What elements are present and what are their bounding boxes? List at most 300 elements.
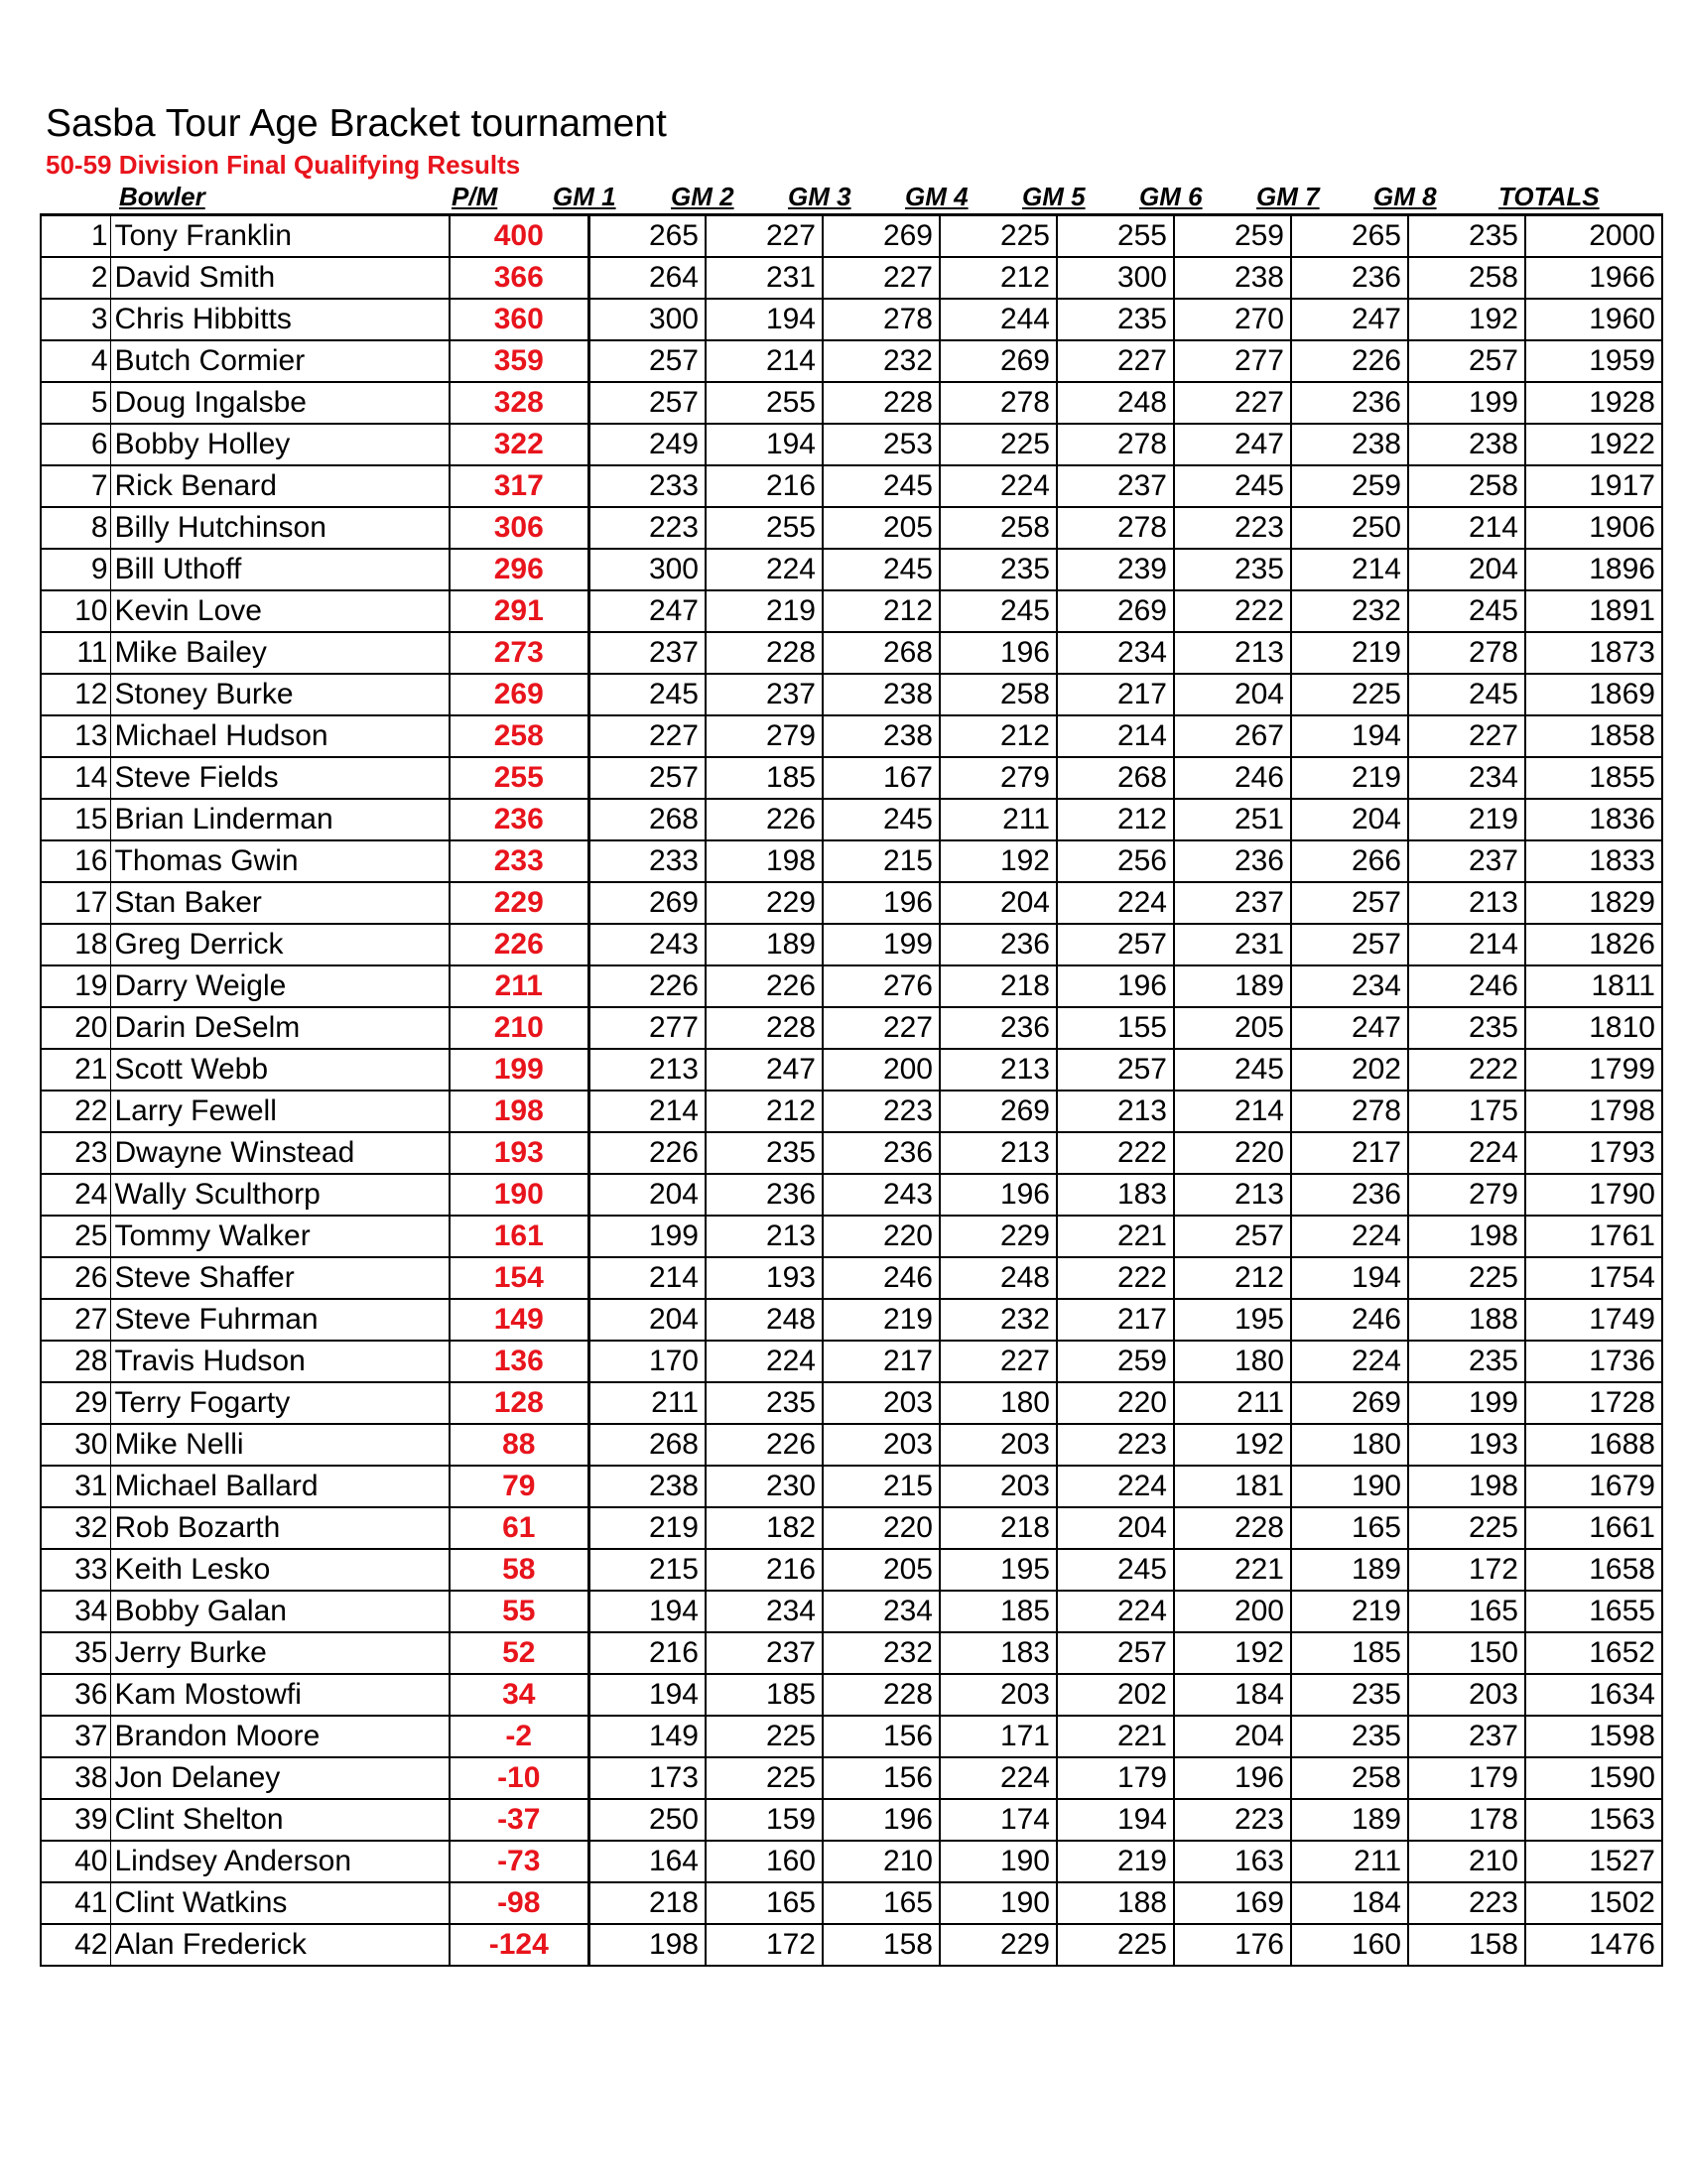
cell-bowler: David Smith <box>110 257 450 299</box>
cell-pm: 136 <box>450 1341 588 1382</box>
cell-gm7: 236 <box>1291 1174 1408 1216</box>
cell-gm3: 212 <box>823 590 940 632</box>
cell-gm2: 225 <box>706 1716 823 1757</box>
cell-gm3: 165 <box>823 1882 940 1924</box>
cell-gm8: 198 <box>1408 1466 1525 1507</box>
cell-gm5: 217 <box>1057 1299 1174 1341</box>
cell-gm5: 259 <box>1057 1341 1174 1382</box>
cell-gm6: 211 <box>1174 1382 1291 1424</box>
cell-gm2: 236 <box>706 1174 823 1216</box>
cell-bowler: Darry Weigle <box>110 965 450 1007</box>
cell-gm6: 245 <box>1174 1049 1291 1091</box>
cell-gm7: 257 <box>1291 924 1408 965</box>
cell-total: 1790 <box>1525 1174 1662 1216</box>
cell-total: 1896 <box>1525 549 1662 590</box>
cell-gm1: 265 <box>588 215 706 258</box>
cell-gm5: 248 <box>1057 382 1174 424</box>
cell-gm3: 278 <box>823 299 940 340</box>
cell-gm8: 158 <box>1408 1924 1525 1966</box>
cell-gm6: 259 <box>1174 215 1291 258</box>
cell-pm: 161 <box>450 1216 588 1257</box>
cell-gm3: 158 <box>823 1924 940 1966</box>
cell-gm8: 278 <box>1408 632 1525 674</box>
cell-pm: 258 <box>450 715 588 757</box>
cell-total: 1891 <box>1525 590 1662 632</box>
cell-gm4: 212 <box>940 257 1057 299</box>
cell-gm5: 225 <box>1057 1924 1174 1966</box>
cell-gm5: 235 <box>1057 299 1174 340</box>
cell-gm7: 235 <box>1291 1674 1408 1716</box>
cell-gm3: 220 <box>823 1507 940 1549</box>
cell-rank: 25 <box>41 1216 110 1257</box>
cell-gm1: 194 <box>588 1674 706 1716</box>
cell-gm6: 277 <box>1174 340 1291 382</box>
cell-gm6: 238 <box>1174 257 1291 299</box>
cell-gm2: 237 <box>706 1632 823 1674</box>
cell-gm6: 214 <box>1174 1091 1291 1132</box>
table-row <box>41 215 1662 258</box>
cell-total: 1590 <box>1525 1757 1662 1799</box>
cell-gm3: 236 <box>823 1132 940 1174</box>
cell-pm: 291 <box>450 590 588 632</box>
cell-pm: 366 <box>450 257 588 299</box>
cell-gm4: 227 <box>940 1341 1057 1382</box>
cell-gm6: 204 <box>1174 1716 1291 1757</box>
cell-bowler: Jon Delaney <box>110 1757 450 1799</box>
cell-gm2: 193 <box>706 1257 823 1299</box>
cell-gm4: 185 <box>940 1591 1057 1632</box>
cell-gm1: 268 <box>588 1424 706 1466</box>
cell-pm: 306 <box>450 507 588 549</box>
cell-total: 1527 <box>1525 1841 1662 1882</box>
cell-gm2: 216 <box>706 465 823 507</box>
cell-gm1: 215 <box>588 1549 706 1591</box>
table-row <box>41 549 1662 590</box>
cell-bowler: Alan Frederick <box>110 1924 450 1966</box>
cell-gm1: 257 <box>588 340 706 382</box>
cell-gm7: 224 <box>1291 1341 1408 1382</box>
cell-gm4: 278 <box>940 382 1057 424</box>
cell-bowler: Bill Uthoff <box>110 549 450 590</box>
cell-gm5: 278 <box>1057 424 1174 465</box>
cell-gm2: 227 <box>706 215 823 258</box>
cell-total: 1928 <box>1525 382 1662 424</box>
cell-gm7: 217 <box>1291 1132 1408 1174</box>
cell-gm6: 251 <box>1174 799 1291 840</box>
table-row <box>41 1299 1662 1341</box>
cell-bowler: Mike Nelli <box>110 1424 450 1466</box>
cell-gm8: 199 <box>1408 1382 1525 1424</box>
table-row <box>41 965 1662 1007</box>
cell-gm4: 269 <box>940 340 1057 382</box>
cell-gm6: 267 <box>1174 715 1291 757</box>
cell-gm2: 226 <box>706 1424 823 1466</box>
cell-gm4: 248 <box>940 1257 1057 1299</box>
cell-rank: 12 <box>41 674 110 715</box>
cell-total: 1476 <box>1525 1924 1662 1966</box>
table-row <box>41 424 1662 465</box>
cell-gm3: 205 <box>823 1549 940 1591</box>
cell-gm2: 159 <box>706 1799 823 1841</box>
cell-gm3: 232 <box>823 340 940 382</box>
cell-gm4: 195 <box>940 1549 1057 1591</box>
cell-gm3: 245 <box>823 549 940 590</box>
cell-pm: 190 <box>450 1174 588 1216</box>
cell-gm2: 255 <box>706 507 823 549</box>
cell-gm8: 214 <box>1408 507 1525 549</box>
cell-total: 1906 <box>1525 507 1662 549</box>
cell-rank: 38 <box>41 1757 110 1799</box>
cell-gm3: 223 <box>823 1091 940 1132</box>
cell-gm7: 246 <box>1291 1299 1408 1341</box>
cell-gm4: 174 <box>940 1799 1057 1841</box>
table-row <box>41 507 1662 549</box>
cell-gm2: 194 <box>706 424 823 465</box>
cell-gm7: 238 <box>1291 424 1408 465</box>
cell-total: 1966 <box>1525 257 1662 299</box>
cell-gm8: 235 <box>1408 1341 1525 1382</box>
cell-gm6: 220 <box>1174 1132 1291 1174</box>
cell-gm6: 213 <box>1174 1174 1291 1216</box>
cell-gm2: 189 <box>706 924 823 965</box>
cell-pm: 154 <box>450 1257 588 1299</box>
cell-gm4: 196 <box>940 1174 1057 1216</box>
cell-gm1: 245 <box>588 674 706 715</box>
cell-gm2: 279 <box>706 715 823 757</box>
header-gm1: GM 1 <box>553 182 616 211</box>
cell-rank: 4 <box>41 340 110 382</box>
table-row <box>41 1799 1662 1841</box>
cell-total: 1688 <box>1525 1424 1662 1466</box>
cell-bowler: Steve Shaffer <box>110 1257 450 1299</box>
cell-gm1: 238 <box>588 1466 706 1507</box>
cell-gm1: 214 <box>588 1091 706 1132</box>
cell-gm1: 214 <box>588 1257 706 1299</box>
header-gm7: GM 7 <box>1256 182 1320 211</box>
cell-gm8: 227 <box>1408 715 1525 757</box>
cell-gm7: 204 <box>1291 799 1408 840</box>
table-row <box>41 799 1662 840</box>
cell-total: 1799 <box>1525 1049 1662 1091</box>
cell-gm2: 247 <box>706 1049 823 1091</box>
cell-gm7: 266 <box>1291 840 1408 882</box>
cell-rank: 31 <box>41 1466 110 1507</box>
cell-gm7: 189 <box>1291 1799 1408 1841</box>
cell-gm8: 198 <box>1408 1216 1525 1257</box>
cell-gm5: 183 <box>1057 1174 1174 1216</box>
cell-bowler: Kevin Love <box>110 590 450 632</box>
cell-gm5: 257 <box>1057 1632 1174 1674</box>
cell-gm7: 180 <box>1291 1424 1408 1466</box>
cell-gm4: 258 <box>940 507 1057 549</box>
cell-gm4: 203 <box>940 1424 1057 1466</box>
table-row <box>41 1216 1662 1257</box>
cell-gm7: 202 <box>1291 1049 1408 1091</box>
cell-gm7: 236 <box>1291 382 1408 424</box>
cell-pm: 149 <box>450 1299 588 1341</box>
table-row <box>41 1007 1662 1049</box>
cell-pm: 58 <box>450 1549 588 1591</box>
cell-gm8: 225 <box>1408 1257 1525 1299</box>
cell-gm6: 223 <box>1174 1799 1291 1841</box>
cell-bowler: Tony Franklin <box>110 215 450 258</box>
cell-gm1: 199 <box>588 1216 706 1257</box>
results-body <box>41 215 1662 1967</box>
cell-gm8: 245 <box>1408 590 1525 632</box>
cell-bowler: Lindsey Anderson <box>110 1841 450 1882</box>
cell-gm4: 213 <box>940 1049 1057 1091</box>
cell-gm2: 248 <box>706 1299 823 1341</box>
cell-gm4: 225 <box>940 424 1057 465</box>
document-title: Sasba Tour Age Bracket tournament <box>46 102 667 145</box>
cell-gm6: 181 <box>1174 1466 1291 1507</box>
cell-gm8: 245 <box>1408 674 1525 715</box>
cell-rank: 26 <box>41 1257 110 1299</box>
cell-gm5: 188 <box>1057 1882 1174 1924</box>
cell-rank: 15 <box>41 799 110 840</box>
cell-gm3: 215 <box>823 1466 940 1507</box>
cell-bowler: Steve Fields <box>110 757 450 799</box>
cell-gm3: 220 <box>823 1216 940 1257</box>
cell-rank: 16 <box>41 840 110 882</box>
cell-gm2: 228 <box>706 632 823 674</box>
table-row <box>41 590 1662 632</box>
cell-gm2: 225 <box>706 1757 823 1799</box>
cell-gm2: 237 <box>706 674 823 715</box>
cell-gm4: 229 <box>940 1216 1057 1257</box>
cell-gm4: 224 <box>940 1757 1057 1799</box>
header-totals: TOTALS <box>1498 182 1600 211</box>
cell-gm7: 265 <box>1291 215 1408 258</box>
cell-rank: 34 <box>41 1591 110 1632</box>
cell-bowler: Brandon Moore <box>110 1716 450 1757</box>
cell-gm1: 219 <box>588 1507 706 1549</box>
cell-gm4: 218 <box>940 965 1057 1007</box>
cell-gm3: 227 <box>823 257 940 299</box>
cell-rank: 3 <box>41 299 110 340</box>
cell-gm4: 218 <box>940 1507 1057 1549</box>
cell-total: 1858 <box>1525 715 1662 757</box>
cell-bowler: Keith Lesko <box>110 1549 450 1591</box>
cell-total: 1959 <box>1525 340 1662 382</box>
table-row <box>41 299 1662 340</box>
cell-gm3: 215 <box>823 840 940 882</box>
cell-total: 1869 <box>1525 674 1662 715</box>
cell-bowler: Thomas Gwin <box>110 840 450 882</box>
cell-total: 1749 <box>1525 1299 1662 1341</box>
cell-gm3: 276 <box>823 965 940 1007</box>
cell-gm5: 239 <box>1057 549 1174 590</box>
cell-gm6: 270 <box>1174 299 1291 340</box>
cell-pm: 360 <box>450 299 588 340</box>
cell-gm7: 165 <box>1291 1507 1408 1549</box>
cell-gm4: 213 <box>940 1132 1057 1174</box>
table-row <box>41 257 1662 299</box>
cell-bowler: Kam Mostowfi <box>110 1674 450 1716</box>
cell-rank: 13 <box>41 715 110 757</box>
cell-gm1: 227 <box>588 715 706 757</box>
cell-total: 1728 <box>1525 1382 1662 1424</box>
cell-gm1: 237 <box>588 632 706 674</box>
cell-rank: 5 <box>41 382 110 424</box>
cell-gm2: 234 <box>706 1591 823 1632</box>
cell-gm2: 172 <box>706 1924 823 1966</box>
cell-gm5: 278 <box>1057 507 1174 549</box>
cell-gm6: 236 <box>1174 840 1291 882</box>
table-row <box>41 924 1662 965</box>
table-row <box>41 382 1662 424</box>
cell-bowler: Chris Hibbitts <box>110 299 450 340</box>
cell-total: 1736 <box>1525 1341 1662 1382</box>
cell-rank: 14 <box>41 757 110 799</box>
cell-gm3: 245 <box>823 799 940 840</box>
cell-bowler: Terry Fogarty <box>110 1382 450 1424</box>
cell-gm8: 179 <box>1408 1757 1525 1799</box>
cell-gm5: 255 <box>1057 215 1174 258</box>
table-row <box>41 1591 1662 1632</box>
cell-gm6: 228 <box>1174 1507 1291 1549</box>
cell-gm5: 227 <box>1057 340 1174 382</box>
cell-gm6: 246 <box>1174 757 1291 799</box>
cell-total: 1917 <box>1525 465 1662 507</box>
cell-gm7: 190 <box>1291 1466 1408 1507</box>
cell-gm4: 192 <box>940 840 1057 882</box>
cell-gm4: 183 <box>940 1632 1057 1674</box>
cell-pm: 128 <box>450 1382 588 1424</box>
cell-total: 1829 <box>1525 882 1662 924</box>
cell-gm2: 165 <box>706 1882 823 1924</box>
cell-pm: 226 <box>450 924 588 965</box>
cell-gm2: 235 <box>706 1132 823 1174</box>
cell-total: 1661 <box>1525 1507 1662 1549</box>
cell-gm7: 189 <box>1291 1549 1408 1591</box>
cell-rank: 36 <box>41 1674 110 1716</box>
cell-gm7: 219 <box>1291 632 1408 674</box>
table-row <box>41 465 1662 507</box>
cell-gm4: 190 <box>940 1841 1057 1882</box>
table-row <box>41 1466 1662 1507</box>
cell-gm1: 213 <box>588 1049 706 1091</box>
cell-gm2: 185 <box>706 757 823 799</box>
cell-gm3: 167 <box>823 757 940 799</box>
table-row <box>41 1632 1662 1674</box>
cell-gm4: 232 <box>940 1299 1057 1341</box>
table-row <box>41 1674 1662 1716</box>
cell-gm7: 250 <box>1291 507 1408 549</box>
cell-gm5: 155 <box>1057 1007 1174 1049</box>
table-row <box>41 1841 1662 1882</box>
cell-gm4: 235 <box>940 549 1057 590</box>
cell-gm1: 277 <box>588 1007 706 1049</box>
cell-gm6: 227 <box>1174 382 1291 424</box>
cell-gm8: 203 <box>1408 1674 1525 1716</box>
cell-gm7: 247 <box>1291 299 1408 340</box>
cell-gm5: 214 <box>1057 715 1174 757</box>
cell-gm6: 204 <box>1174 674 1291 715</box>
cell-gm1: 173 <box>588 1757 706 1799</box>
table-row <box>41 1882 1662 1924</box>
cell-gm3: 200 <box>823 1049 940 1091</box>
cell-gm6: 247 <box>1174 424 1291 465</box>
cell-gm8: 210 <box>1408 1841 1525 1882</box>
cell-gm6: 192 <box>1174 1632 1291 1674</box>
cell-gm4: 236 <box>940 924 1057 965</box>
cell-pm: 88 <box>450 1424 588 1466</box>
cell-gm3: 238 <box>823 715 940 757</box>
cell-rank: 17 <box>41 882 110 924</box>
cell-gm4: 180 <box>940 1382 1057 1424</box>
cell-gm2: 160 <box>706 1841 823 1882</box>
cell-gm2: 216 <box>706 1549 823 1591</box>
cell-pm: 61 <box>450 1507 588 1549</box>
cell-gm5: 300 <box>1057 257 1174 299</box>
cell-gm6: 195 <box>1174 1299 1291 1341</box>
cell-rank: 1 <box>41 215 110 258</box>
table-row <box>41 1091 1662 1132</box>
table-row <box>41 1382 1662 1424</box>
cell-pm: 400 <box>450 215 588 258</box>
cell-pm: 210 <box>450 1007 588 1049</box>
cell-gm3: 219 <box>823 1299 940 1341</box>
cell-total: 1658 <box>1525 1549 1662 1591</box>
cell-pm: -98 <box>450 1882 588 1924</box>
cell-gm6: 163 <box>1174 1841 1291 1882</box>
cell-gm3: 238 <box>823 674 940 715</box>
cell-rank: 11 <box>41 632 110 674</box>
cell-rank: 21 <box>41 1049 110 1091</box>
cell-gm2: 255 <box>706 382 823 424</box>
cell-gm6: 212 <box>1174 1257 1291 1299</box>
cell-gm2: 229 <box>706 882 823 924</box>
cell-gm3: 227 <box>823 1007 940 1049</box>
cell-pm: -10 <box>450 1757 588 1799</box>
cell-gm6: 231 <box>1174 924 1291 965</box>
cell-gm3: 203 <box>823 1424 940 1466</box>
cell-gm7: 225 <box>1291 674 1408 715</box>
cell-total: 1798 <box>1525 1091 1662 1132</box>
cell-gm4: 269 <box>940 1091 1057 1132</box>
cell-gm7: 194 <box>1291 1257 1408 1299</box>
cell-gm2: 182 <box>706 1507 823 1549</box>
cell-bowler: Stan Baker <box>110 882 450 924</box>
cell-bowler: Rob Bozarth <box>110 1507 450 1549</box>
cell-bowler: Larry Fewell <box>110 1091 450 1132</box>
cell-pm: 269 <box>450 674 588 715</box>
cell-gm1: 218 <box>588 1882 706 1924</box>
cell-gm1: 269 <box>588 882 706 924</box>
cell-gm2: 228 <box>706 1007 823 1049</box>
cell-pm: 328 <box>450 382 588 424</box>
cell-gm6: 213 <box>1174 632 1291 674</box>
table-row <box>41 340 1662 382</box>
cell-total: 1836 <box>1525 799 1662 840</box>
cell-gm8: 258 <box>1408 465 1525 507</box>
cell-bowler: Michael Ballard <box>110 1466 450 1507</box>
cell-total: 1754 <box>1525 1257 1662 1299</box>
cell-rank: 30 <box>41 1424 110 1466</box>
cell-gm6: 205 <box>1174 1007 1291 1049</box>
cell-gm7: 160 <box>1291 1924 1408 1966</box>
cell-gm1: 257 <box>588 382 706 424</box>
cell-gm1: 264 <box>588 257 706 299</box>
table-row <box>41 1507 1662 1549</box>
cell-gm6: 196 <box>1174 1757 1291 1799</box>
cell-gm7: 219 <box>1291 757 1408 799</box>
cell-pm: 198 <box>450 1091 588 1132</box>
cell-gm8: 219 <box>1408 799 1525 840</box>
cell-rank: 40 <box>41 1841 110 1882</box>
table-row <box>41 1924 1662 1966</box>
